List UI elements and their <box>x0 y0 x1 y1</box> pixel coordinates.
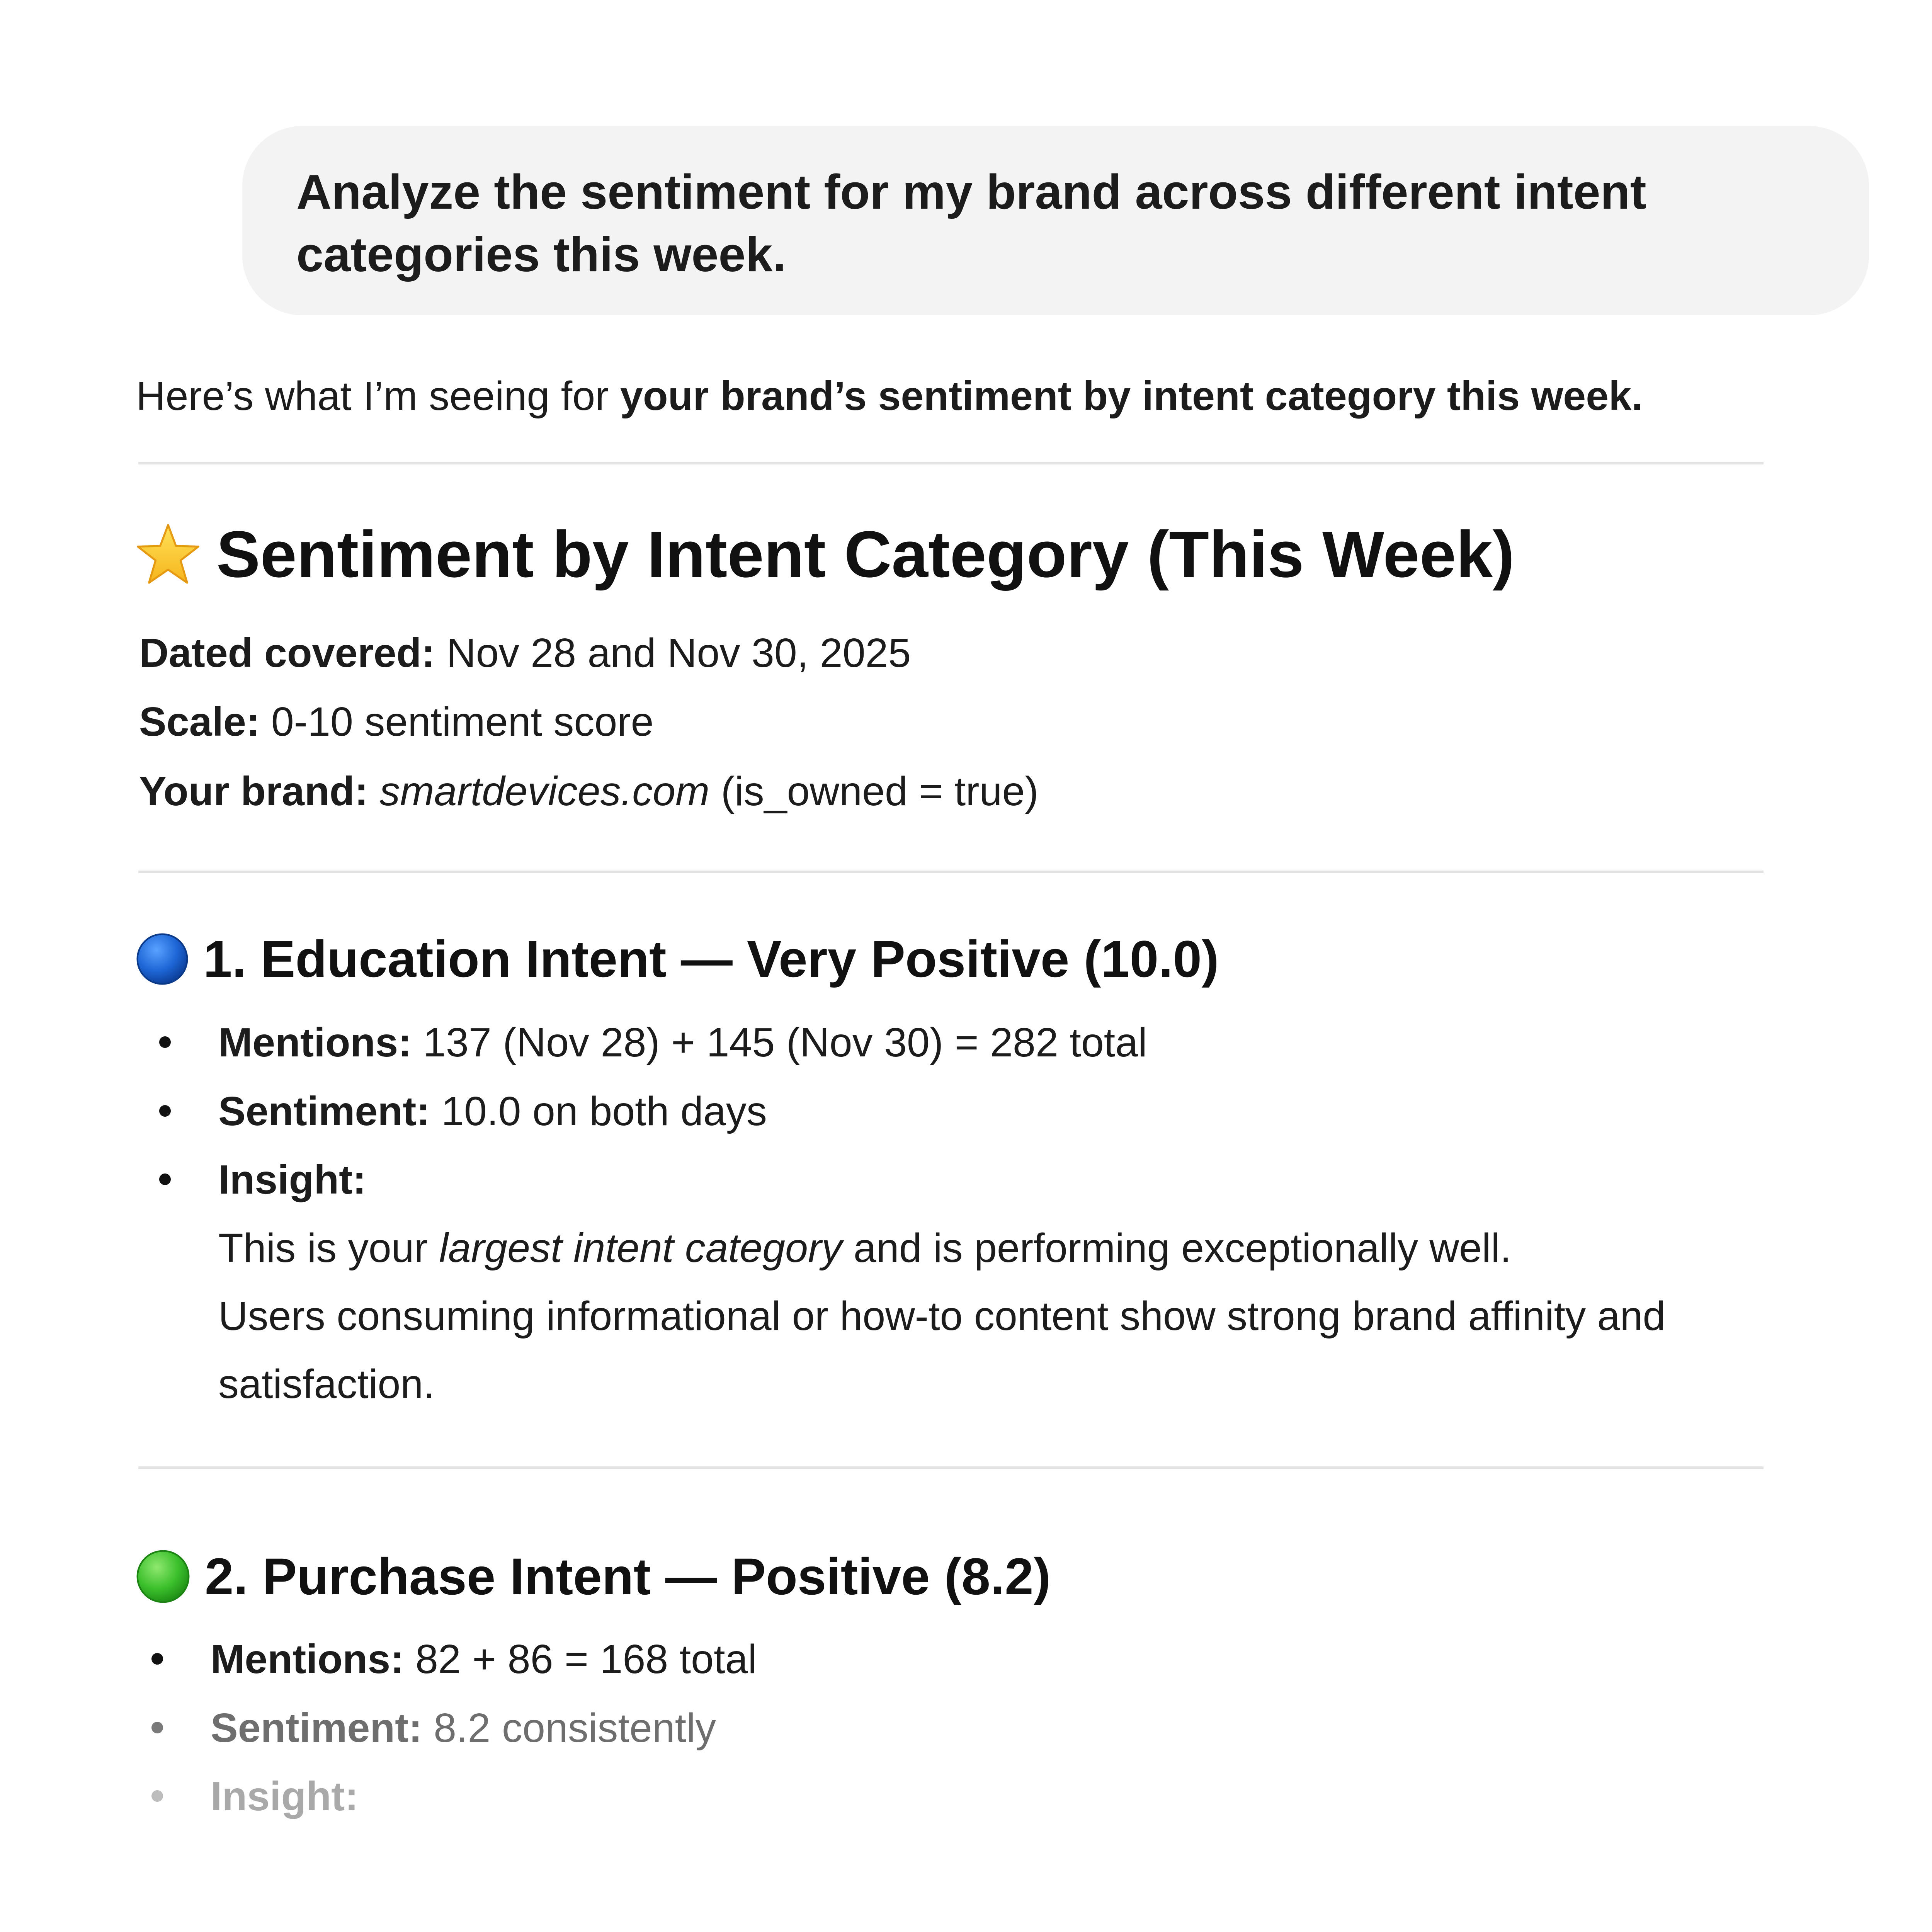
star-icon <box>135 522 201 587</box>
bullet-dot <box>151 1653 163 1665</box>
bullet-dot <box>151 1722 163 1733</box>
brand-suffix: (is_owned = true) <box>709 769 1039 814</box>
mentions-label: Mentions: <box>211 1636 404 1682</box>
insight-prefix: This is your <box>218 1225 439 1271</box>
sentiment-label: Sentiment: <box>218 1088 430 1134</box>
insight-label: Insight: <box>211 1774 359 1819</box>
mentions-value: 82 + 86 = 168 total <box>404 1636 757 1682</box>
sentiment-value: 10.0 on both days <box>430 1088 767 1134</box>
education-insight-text <box>218 1214 1764 1418</box>
insight-italic: largest intent category <box>439 1225 842 1271</box>
green-circle-icon <box>135 1549 191 1604</box>
education-mentions <box>218 1017 1147 1068</box>
education-insight-label <box>218 1155 366 1205</box>
education-intent-title: 1. Education Intent — Very Positive (10.0) <box>203 930 1219 988</box>
divider <box>138 871 1764 873</box>
insight-line-2: Users consuming informational or how-to content show strong brand affinity and satisfaction. <box>218 1293 1666 1407</box>
education-sentiment <box>218 1086 767 1136</box>
response-intro <box>136 371 1798 421</box>
bullet-dot <box>159 1036 171 1048</box>
section-heading <box>135 516 1515 593</box>
dates-value: Nov 28 and Nov 30, 2025 <box>435 630 911 676</box>
insight-label: Insight: <box>218 1157 366 1202</box>
meta-dates <box>139 628 911 678</box>
user-message-bubble <box>242 126 1869 315</box>
purchase-intent-title: 2. Purchase Intent — Positive (8.2) <box>205 1548 1051 1605</box>
page-title: Sentiment by Intent Category (This Week) <box>216 518 1515 591</box>
purchase-intent-heading <box>135 1546 1051 1607</box>
brand-domain: smartdevices.com <box>379 769 710 814</box>
bullet-dot <box>159 1105 171 1117</box>
scale-value: 0-10 sentiment score <box>260 699 654 745</box>
divider <box>138 462 1764 464</box>
brand-label: Your brand: <box>139 769 368 814</box>
sentiment-label: Sentiment: <box>211 1705 422 1751</box>
purchase-sentiment <box>211 1703 716 1753</box>
education-intent-heading <box>135 928 1219 990</box>
bullet-dot <box>151 1790 163 1802</box>
mentions-label: Mentions: <box>218 1020 412 1065</box>
meta-brand <box>139 766 1039 816</box>
meta-scale <box>139 697 654 747</box>
mentions-value: 137 (Nov 28) + 145 (Nov 30) = 282 total <box>412 1020 1147 1065</box>
blue-circle-icon <box>135 932 189 986</box>
insight-line-1 <box>218 1214 1764 1282</box>
insight-suffix: and is performing exceptionally well. <box>842 1225 1512 1271</box>
scale-label: Scale: <box>139 699 260 745</box>
sentiment-value: 8.2 consistently <box>422 1705 716 1751</box>
bullet-dot <box>159 1173 171 1185</box>
purchase-insight-label <box>211 1771 359 1821</box>
intro-bold: your brand’s sentiment by intent category this week. <box>620 373 1643 419</box>
user-message-text: Analyze the sentiment for my brand across different intent categories this week. <box>296 165 1646 282</box>
dates-label: Dated covered: <box>139 630 435 676</box>
divider <box>138 1466 1764 1469</box>
intro-prefix: Here’s what I’m seeing for <box>136 373 620 419</box>
purchase-mentions <box>211 1634 757 1684</box>
